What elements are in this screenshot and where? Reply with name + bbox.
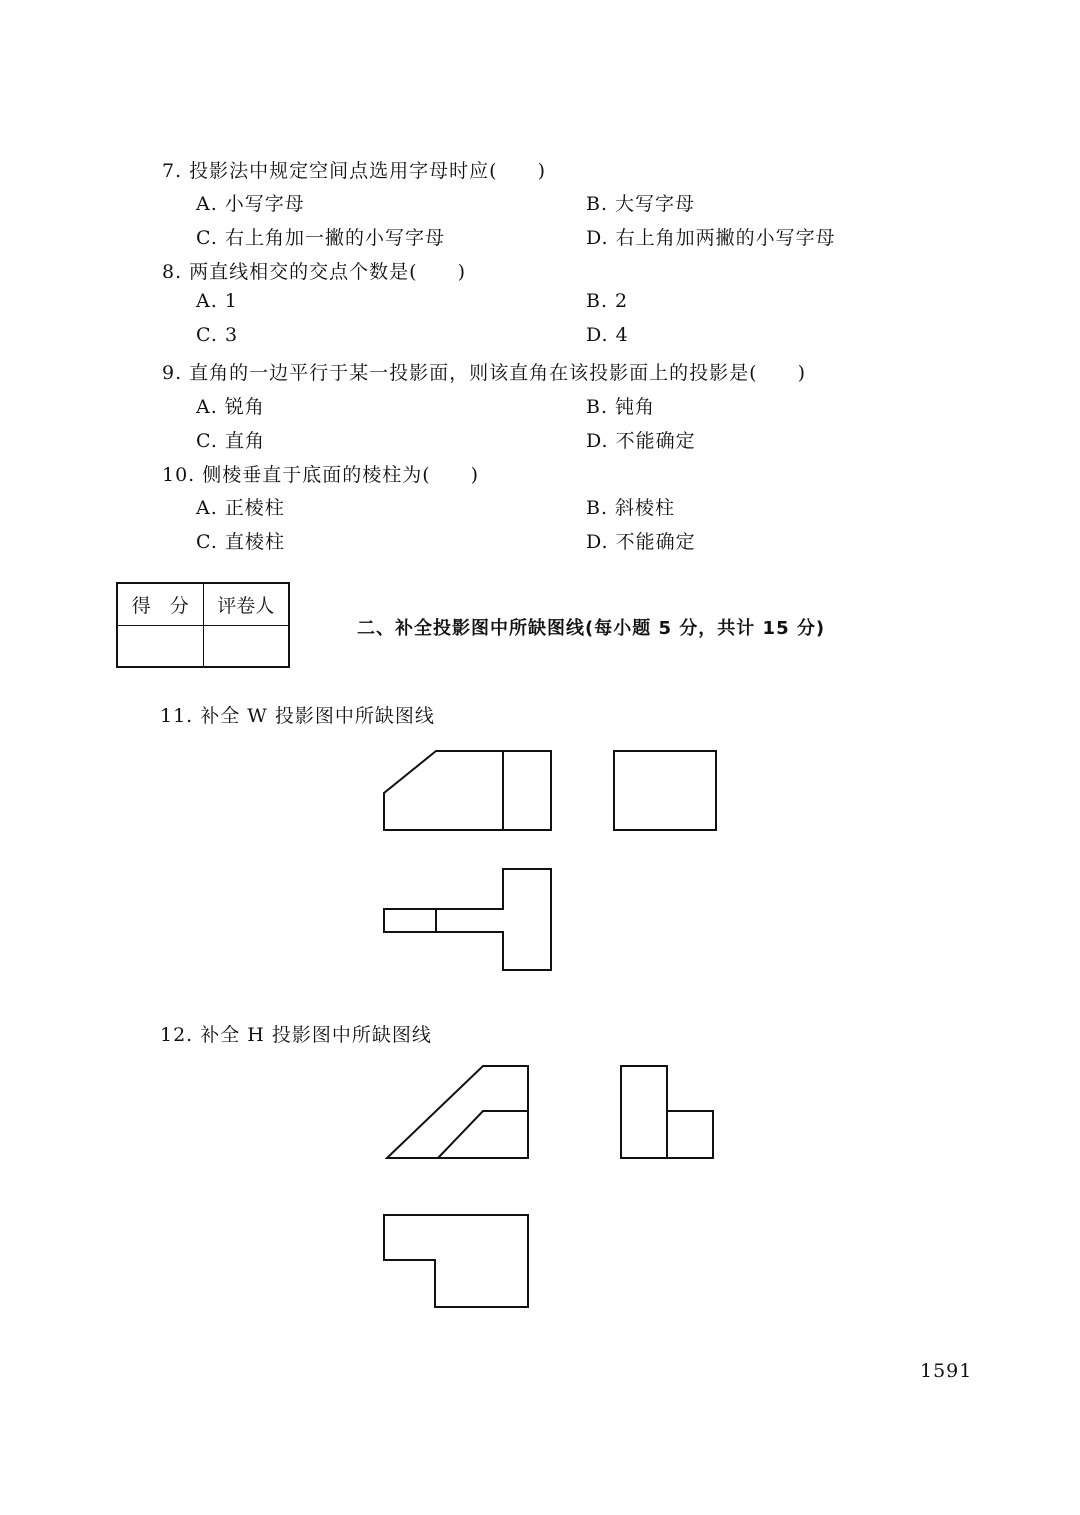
question-7-option-b: B. 大写字母: [586, 193, 696, 215]
question-10-stem: 10. 侧棱垂直于底面的棱柱为( ): [162, 464, 480, 486]
question-7-option-d: D. 右上角加两撇的小写字母: [586, 227, 836, 249]
question-10-option-d: D. 不能确定: [586, 531, 696, 553]
question-10-option-b: B. 斜棱柱: [586, 497, 676, 519]
page-number: 1591: [920, 1360, 973, 1382]
question-8-option-b: B. 2: [586, 290, 629, 312]
score-label: 得 分: [117, 583, 203, 625]
question-7-option-c: C. 右上角加一撇的小写字母: [196, 227, 445, 249]
question-8-option-a: A. 1: [196, 290, 238, 312]
question-9-option-b: B. 钝角: [586, 396, 656, 418]
question-11-stem: 11. 补全 W 投影图中所缺图线: [160, 705, 435, 727]
question-9-option-c: C. 直角: [196, 430, 265, 452]
question-10-option-c: C. 直棱柱: [196, 531, 285, 553]
grader-label: 评卷人: [203, 583, 289, 625]
section-2-title: 二、补全投影图中所缺图线(每小题 5 分，共计 15 分): [357, 618, 826, 639]
question-8-option-d: D. 4: [586, 324, 629, 346]
question-8-stem: 8. 两直线相交的交点个数是( ): [162, 261, 466, 283]
question-12-stem: 12. 补全 H 投影图中所缺图线: [160, 1024, 432, 1046]
question-9-option-a: A. 锐角: [196, 396, 265, 418]
question-8-option-c: C. 3: [196, 324, 239, 346]
question-9-stem: 9. 直角的一边平行于某一投影面，则该直角在该投影面上的投影是( ): [162, 362, 806, 384]
question-9-option-d: D. 不能确定: [586, 430, 696, 452]
question-7-stem: 7. 投影法中规定空间点选用字母时应( ): [162, 160, 546, 182]
question-10-option-a: A. 正棱柱: [196, 497, 285, 519]
question-7-option-a: A. 小写字母: [196, 193, 305, 215]
